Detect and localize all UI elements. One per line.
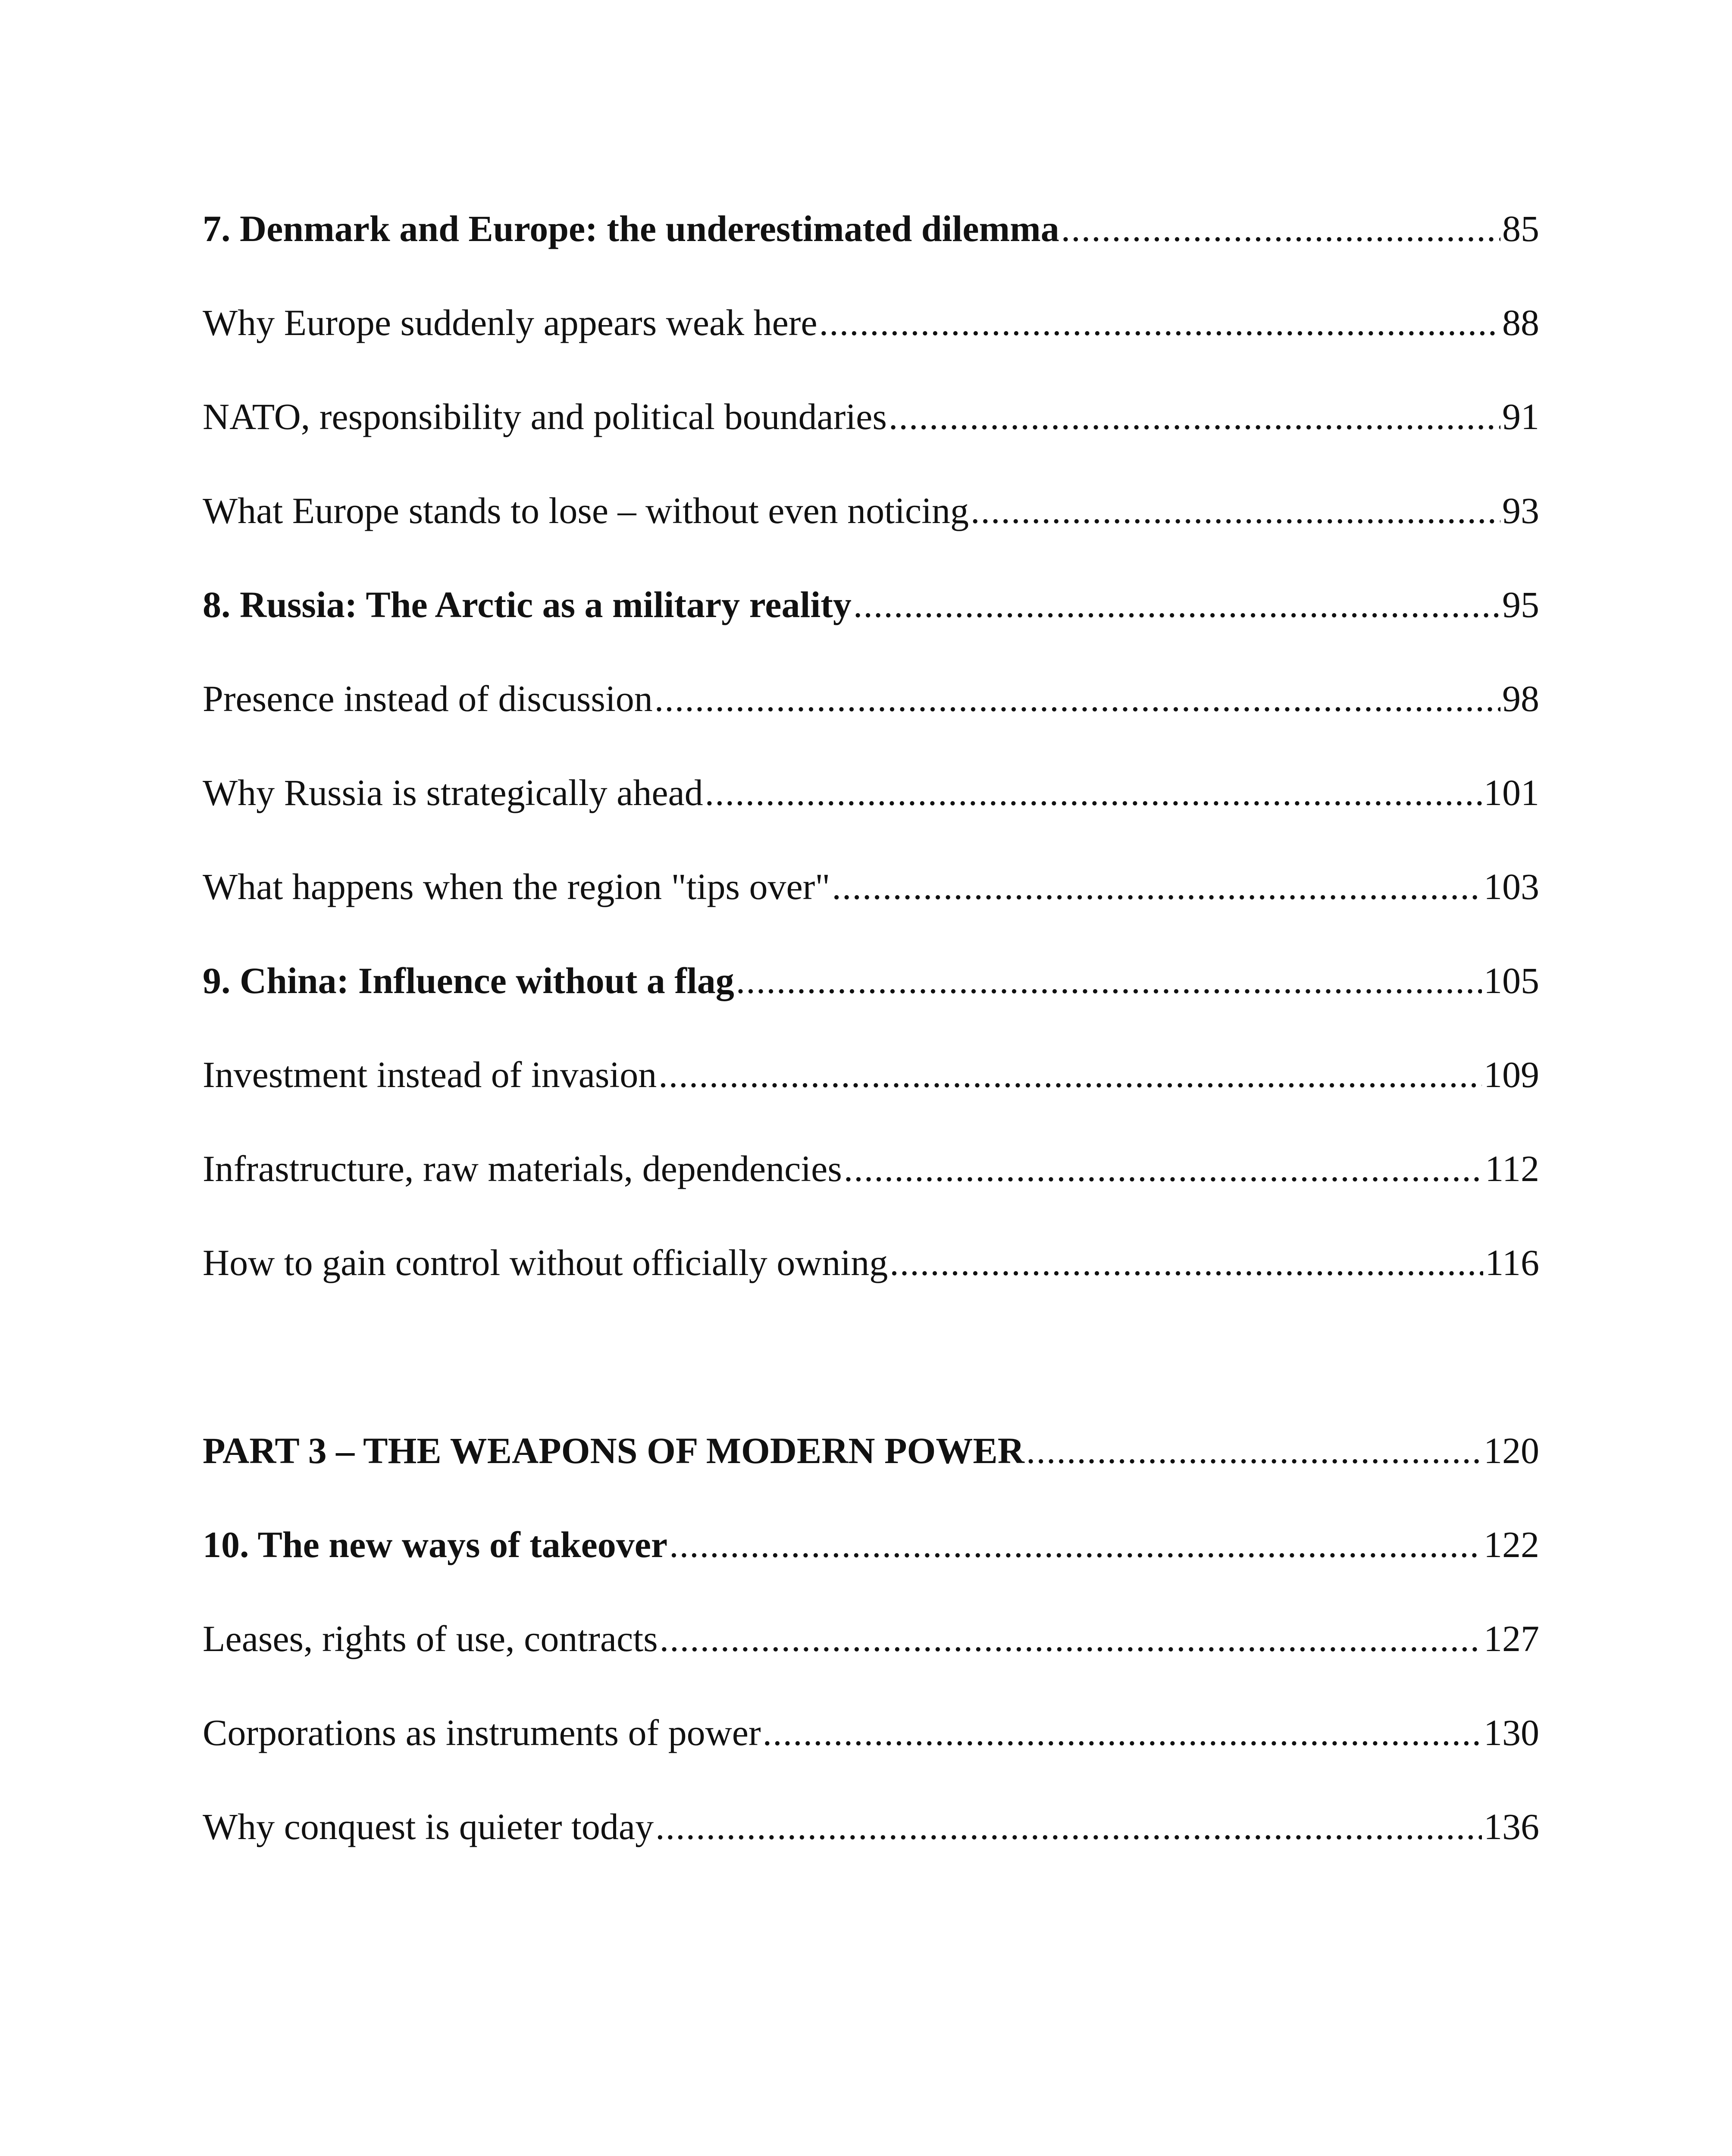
toc-entry-title: NATO, responsibility and political boundaries xyxy=(203,396,887,437)
toc-entry-page: 130 xyxy=(1484,1712,1539,1753)
toc-entry-title: Infrastructure, raw materials, dependencies xyxy=(203,1148,842,1189)
section-spacer xyxy=(203,1331,1539,1425)
toc-entry-title: Why Russia is strategically ahead xyxy=(203,772,703,813)
toc-entry-page: 127 xyxy=(1484,1618,1539,1659)
toc-entry-chapter-9 xyxy=(203,955,1539,1049)
toc-entry-title: Presence instead of discussion xyxy=(203,678,653,719)
toc-entry-title: What happens when the region "tips over" xyxy=(203,866,830,907)
toc-entry xyxy=(203,861,1539,955)
toc-leader-dots xyxy=(1061,203,1500,254)
toc-leader-dots xyxy=(669,1519,1482,1570)
toc-entry-chapter-7 xyxy=(203,203,1539,297)
toc-entry-page: 136 xyxy=(1484,1806,1539,1847)
toc-entry-page: 112 xyxy=(1485,1148,1539,1189)
toc-leader-dots xyxy=(660,1613,1482,1664)
toc-entry-page: 88 xyxy=(1502,302,1539,343)
toc-entry-page: 120 xyxy=(1484,1430,1539,1471)
toc-entry-chapter-8 xyxy=(203,579,1539,673)
toc-entry-title: 10. The new ways of takeover xyxy=(203,1524,668,1565)
table-of-contents xyxy=(203,203,1539,1895)
toc-entry-title: PART 3 – THE WEAPONS OF MODERN POWER xyxy=(203,1430,1024,1471)
toc-entry xyxy=(203,1049,1539,1143)
toc-entry-title: 7. Denmark and Europe: the underestimated dilemma xyxy=(203,208,1059,249)
toc-entry xyxy=(203,1143,1539,1237)
toc-leader-dots xyxy=(832,861,1482,912)
toc-entry-title: Corporations as instruments of power xyxy=(203,1712,761,1753)
toc-entry-chapter-10 xyxy=(203,1519,1539,1613)
toc-entry xyxy=(203,1613,1539,1707)
toc-entry-title: Leases, rights of use, contracts xyxy=(203,1618,658,1659)
toc-leader-dots xyxy=(971,485,1500,536)
toc-leader-dots xyxy=(655,1801,1482,1852)
toc-entry xyxy=(203,391,1539,485)
toc-entry-page: 85 xyxy=(1502,208,1539,249)
toc-leader-dots xyxy=(658,1049,1482,1100)
toc-entry-page: 122 xyxy=(1484,1524,1539,1565)
toc-entry-title: Why conquest is quieter today xyxy=(203,1806,654,1847)
toc-entry-page: 101 xyxy=(1484,772,1539,813)
toc-entry-title: Investment instead of invasion xyxy=(203,1054,657,1095)
toc-entry-page: 95 xyxy=(1502,584,1539,625)
toc-entry xyxy=(203,1801,1539,1895)
toc-entry-page: 93 xyxy=(1502,490,1539,531)
toc-entry xyxy=(203,297,1539,391)
toc-entry xyxy=(203,673,1539,767)
toc-entry xyxy=(203,1707,1539,1801)
toc-entry-page: 105 xyxy=(1484,960,1539,1001)
toc-entry-page: 98 xyxy=(1502,678,1539,719)
toc-leader-dots xyxy=(889,391,1500,442)
toc-entry-page: 103 xyxy=(1484,866,1539,907)
toc-entry xyxy=(203,485,1539,579)
toc-leader-dots xyxy=(736,955,1482,1006)
toc-entry-title: Why Europe suddenly appears weak here xyxy=(203,302,817,343)
toc-entry-title: 8. Russia: The Arctic as a military reality xyxy=(203,584,852,625)
toc-entry-page: 116 xyxy=(1485,1242,1539,1283)
toc-leader-dots xyxy=(655,673,1500,724)
toc-leader-dots xyxy=(705,767,1482,818)
toc-entry xyxy=(203,767,1539,861)
toc-entry-part-3 xyxy=(203,1425,1539,1519)
toc-entry-title: What Europe stands to lose – without even noticing xyxy=(203,490,969,531)
toc-entry-title: How to gain control without officially owning xyxy=(203,1242,888,1283)
toc-leader-dots xyxy=(763,1707,1482,1758)
toc-leader-dots xyxy=(819,297,1500,348)
toc-entry-title: 9. China: Influence without a flag xyxy=(203,960,734,1001)
toc-leader-dots xyxy=(889,1237,1483,1288)
toc-entry-page: 91 xyxy=(1502,396,1539,437)
toc-leader-dots xyxy=(1026,1425,1482,1476)
toc-entry xyxy=(203,1237,1539,1331)
toc-leader-dots xyxy=(853,579,1500,630)
toc-entry-page: 109 xyxy=(1484,1054,1539,1095)
toc-leader-dots xyxy=(844,1143,1483,1194)
